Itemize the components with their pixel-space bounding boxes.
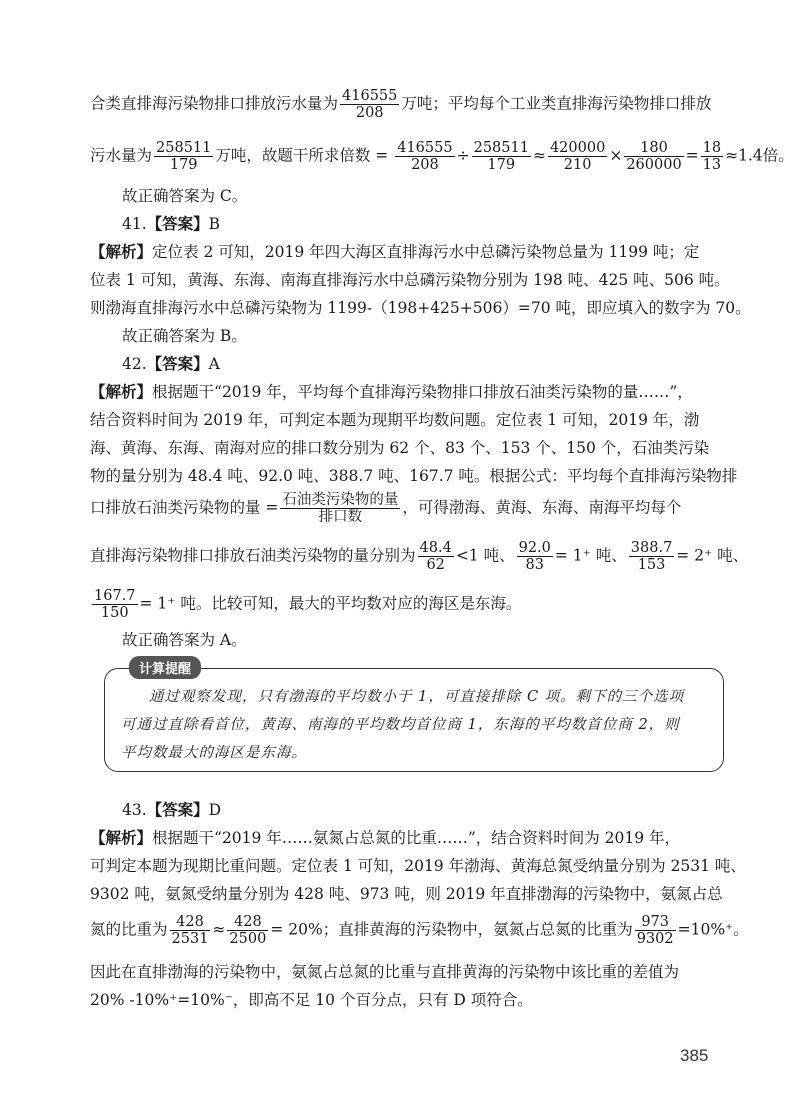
q43-analysis-line-2: 可判定本题为现期比重问题。定位表 1 可知，2019 年渤海、黄海总氮受纳量分别为 2531 吨、 bbox=[90, 857, 746, 875]
document-page bbox=[90, 0, 794, 1111]
q43-analysis-line-4: 氮的比重为 $\frac{428}{2531}$ ≈ $\frac{428}{2500}$ = 20%；直排黄海的污染物中，氨氮占总氮的比重为 $\frac{973}{9302}$ =10%⁺。 bbox=[90, 914, 749, 947]
fraction: $\frac{388.7}{153}$ bbox=[630, 540, 673, 573]
fraction: $\frac{420000}{210}$ bbox=[549, 140, 606, 173]
formula-fraction: $\frac{\text{石油类污染物的量}}{\text{排口数}}$ bbox=[282, 492, 399, 525]
q41-answer-header: 41.【答案】B bbox=[122, 214, 221, 233]
q42-analysis-line-5: 口排放石油类污染物的量 = $\frac{\text{石油类污染物的量}}{\text{排口数}}$ ，可得渤海、黄海、东海、南海平均每个 bbox=[90, 492, 682, 525]
fraction: $\frac{428}{2531}$ bbox=[171, 914, 209, 947]
q42-analysis-line-2: 结合资料时间为 2019 年，可判定本题为现期平均数问题。定位表 1 可知，2019 年，渤 bbox=[90, 411, 700, 429]
calculation-tip-box bbox=[104, 661, 724, 772]
q40-line-2: 污水量为 $\frac{258511}{179}$ 万吨，故题干所求倍数 = $\frac{416555}{208}$ ÷ $\frac{258511}{179}$ ≈ $\frac{420000}{210}$ × $\frac{180}{260000}$ = $\frac{18}{13}$ ≈1.4倍。 bbox=[90, 140, 794, 173]
q43-analysis-line-6: 20% -10%⁺=10%⁻，即高不足 10 个百分点，只有 D 项符合。 bbox=[90, 991, 533, 1009]
q40-line-1: 合类直排海污染物排口排放污水量为 $\frac{416555}{208}$ 万吨；平均每个工业类直排海污染物排口排放 bbox=[90, 88, 712, 121]
q41-analysis-line-1: 【解析】定位表 2 可知，2019 年四大海区直排海污水中总磷污染物总量为 1199 吨；定 bbox=[90, 242, 700, 261]
q42-analysis-line-6: 直排海污染物排口排放石油类污染物的量分别为 $\frac{48.4}{62}$ <1 吨、 $\frac{92.0}{83}$ = 1⁺ 吨、 $\frac{388.7}{153}$ = 2⁺ 吨、 bbox=[90, 540, 749, 573]
q41-analysis-line-3: 则渤海直排海污水中总磷污染物为 1199-（198+425+506）=70 吨，即应填入的数字为 70。 bbox=[90, 299, 751, 317]
tip-title: 计算提醒 bbox=[129, 656, 201, 679]
q42-analysis-line-4: 物的量分别为 48.4 吨、92.0 吨、388.7 吨、167.7 吨。根据公式：平均每个直排海污染物排 bbox=[90, 467, 738, 485]
tip-line-3: 平均数最大的海区是东海。 bbox=[121, 745, 307, 761]
fraction: $\frac{416555}{208}$ bbox=[342, 88, 398, 121]
fraction: $\frac{258511}{179}$ bbox=[473, 140, 529, 173]
fraction: $\frac{428}{2500}$ bbox=[229, 914, 267, 947]
q41-analysis-line-2: 位表 1 可知，黄海、东海、南海直排海污水中总磷污染物分别为 198 吨、425 吨、506 吨。 bbox=[90, 271, 730, 289]
q41-conclusion: 故正确答案为 B。 bbox=[122, 327, 247, 345]
fraction: $\frac{973}{9302}$ bbox=[636, 914, 674, 947]
q43-answer-header: 43.【答案】D bbox=[122, 800, 222, 819]
tip-line-2: 可通过直除看首位，黄海、南海的平均数均首位商 1，东海的平均数首位商 2，则 bbox=[121, 717, 680, 733]
tip-line-1: 通过观察发现，只有渤海的平均数小于 1，可直接排除 C 项。剩下的三个选项 bbox=[149, 689, 685, 705]
fraction: $\frac{92.0}{83}$ bbox=[518, 540, 551, 573]
q40-conclusion: 故正确答案为 C。 bbox=[122, 187, 248, 205]
fraction: $\frac{180}{260000}$ bbox=[626, 140, 682, 173]
fraction: $\frac{48.4}{62}$ bbox=[419, 540, 452, 573]
fraction: $\frac{18}{13}$ bbox=[702, 140, 722, 173]
fraction: $\frac{416555}{208}$ bbox=[397, 140, 453, 173]
q43-analysis-line-3: 9302 吨，氨氮受纳量分别为 428 吨、973 吨，则 2019 年直排渤海的污染物中，氨氮占总 bbox=[90, 885, 723, 903]
q42-answer-header: 42.【答案】A bbox=[122, 354, 220, 373]
fraction: $\frac{258511}{179}$ bbox=[156, 140, 212, 173]
q42-analysis-line-7: $\frac{167.7}{150}$ = 1⁺ 吨。比较可知，最大的平均数对应的海区是东海。 bbox=[94, 588, 522, 621]
q42-analysis-line-1: 【解析】根据题干“2019 年，平均每个直排海污染物排口排放石油类污染物的量……”， bbox=[90, 382, 693, 401]
q42-conclusion: 故正确答案为 A。 bbox=[122, 631, 247, 649]
q43-analysis-line-5: 因此在直排渤海的污染物中，氨氮占总氮的比重与直排黄海的污染物中该比重的差值为 bbox=[90, 963, 680, 981]
fraction: $\frac{167.7}{150}$ bbox=[94, 588, 136, 621]
q43-analysis-line-1: 【解析】根据题干“2019 年……氨氮占总氮的比重……”，结合资料时间为 2019 年， bbox=[90, 828, 681, 847]
page-number: 385 bbox=[680, 1046, 709, 1065]
q42-analysis-line-3: 海、黄海、东海、南海对应的排口数分别为 62 个、83 个、153 个、150 个，石油类污染 bbox=[90, 439, 710, 457]
